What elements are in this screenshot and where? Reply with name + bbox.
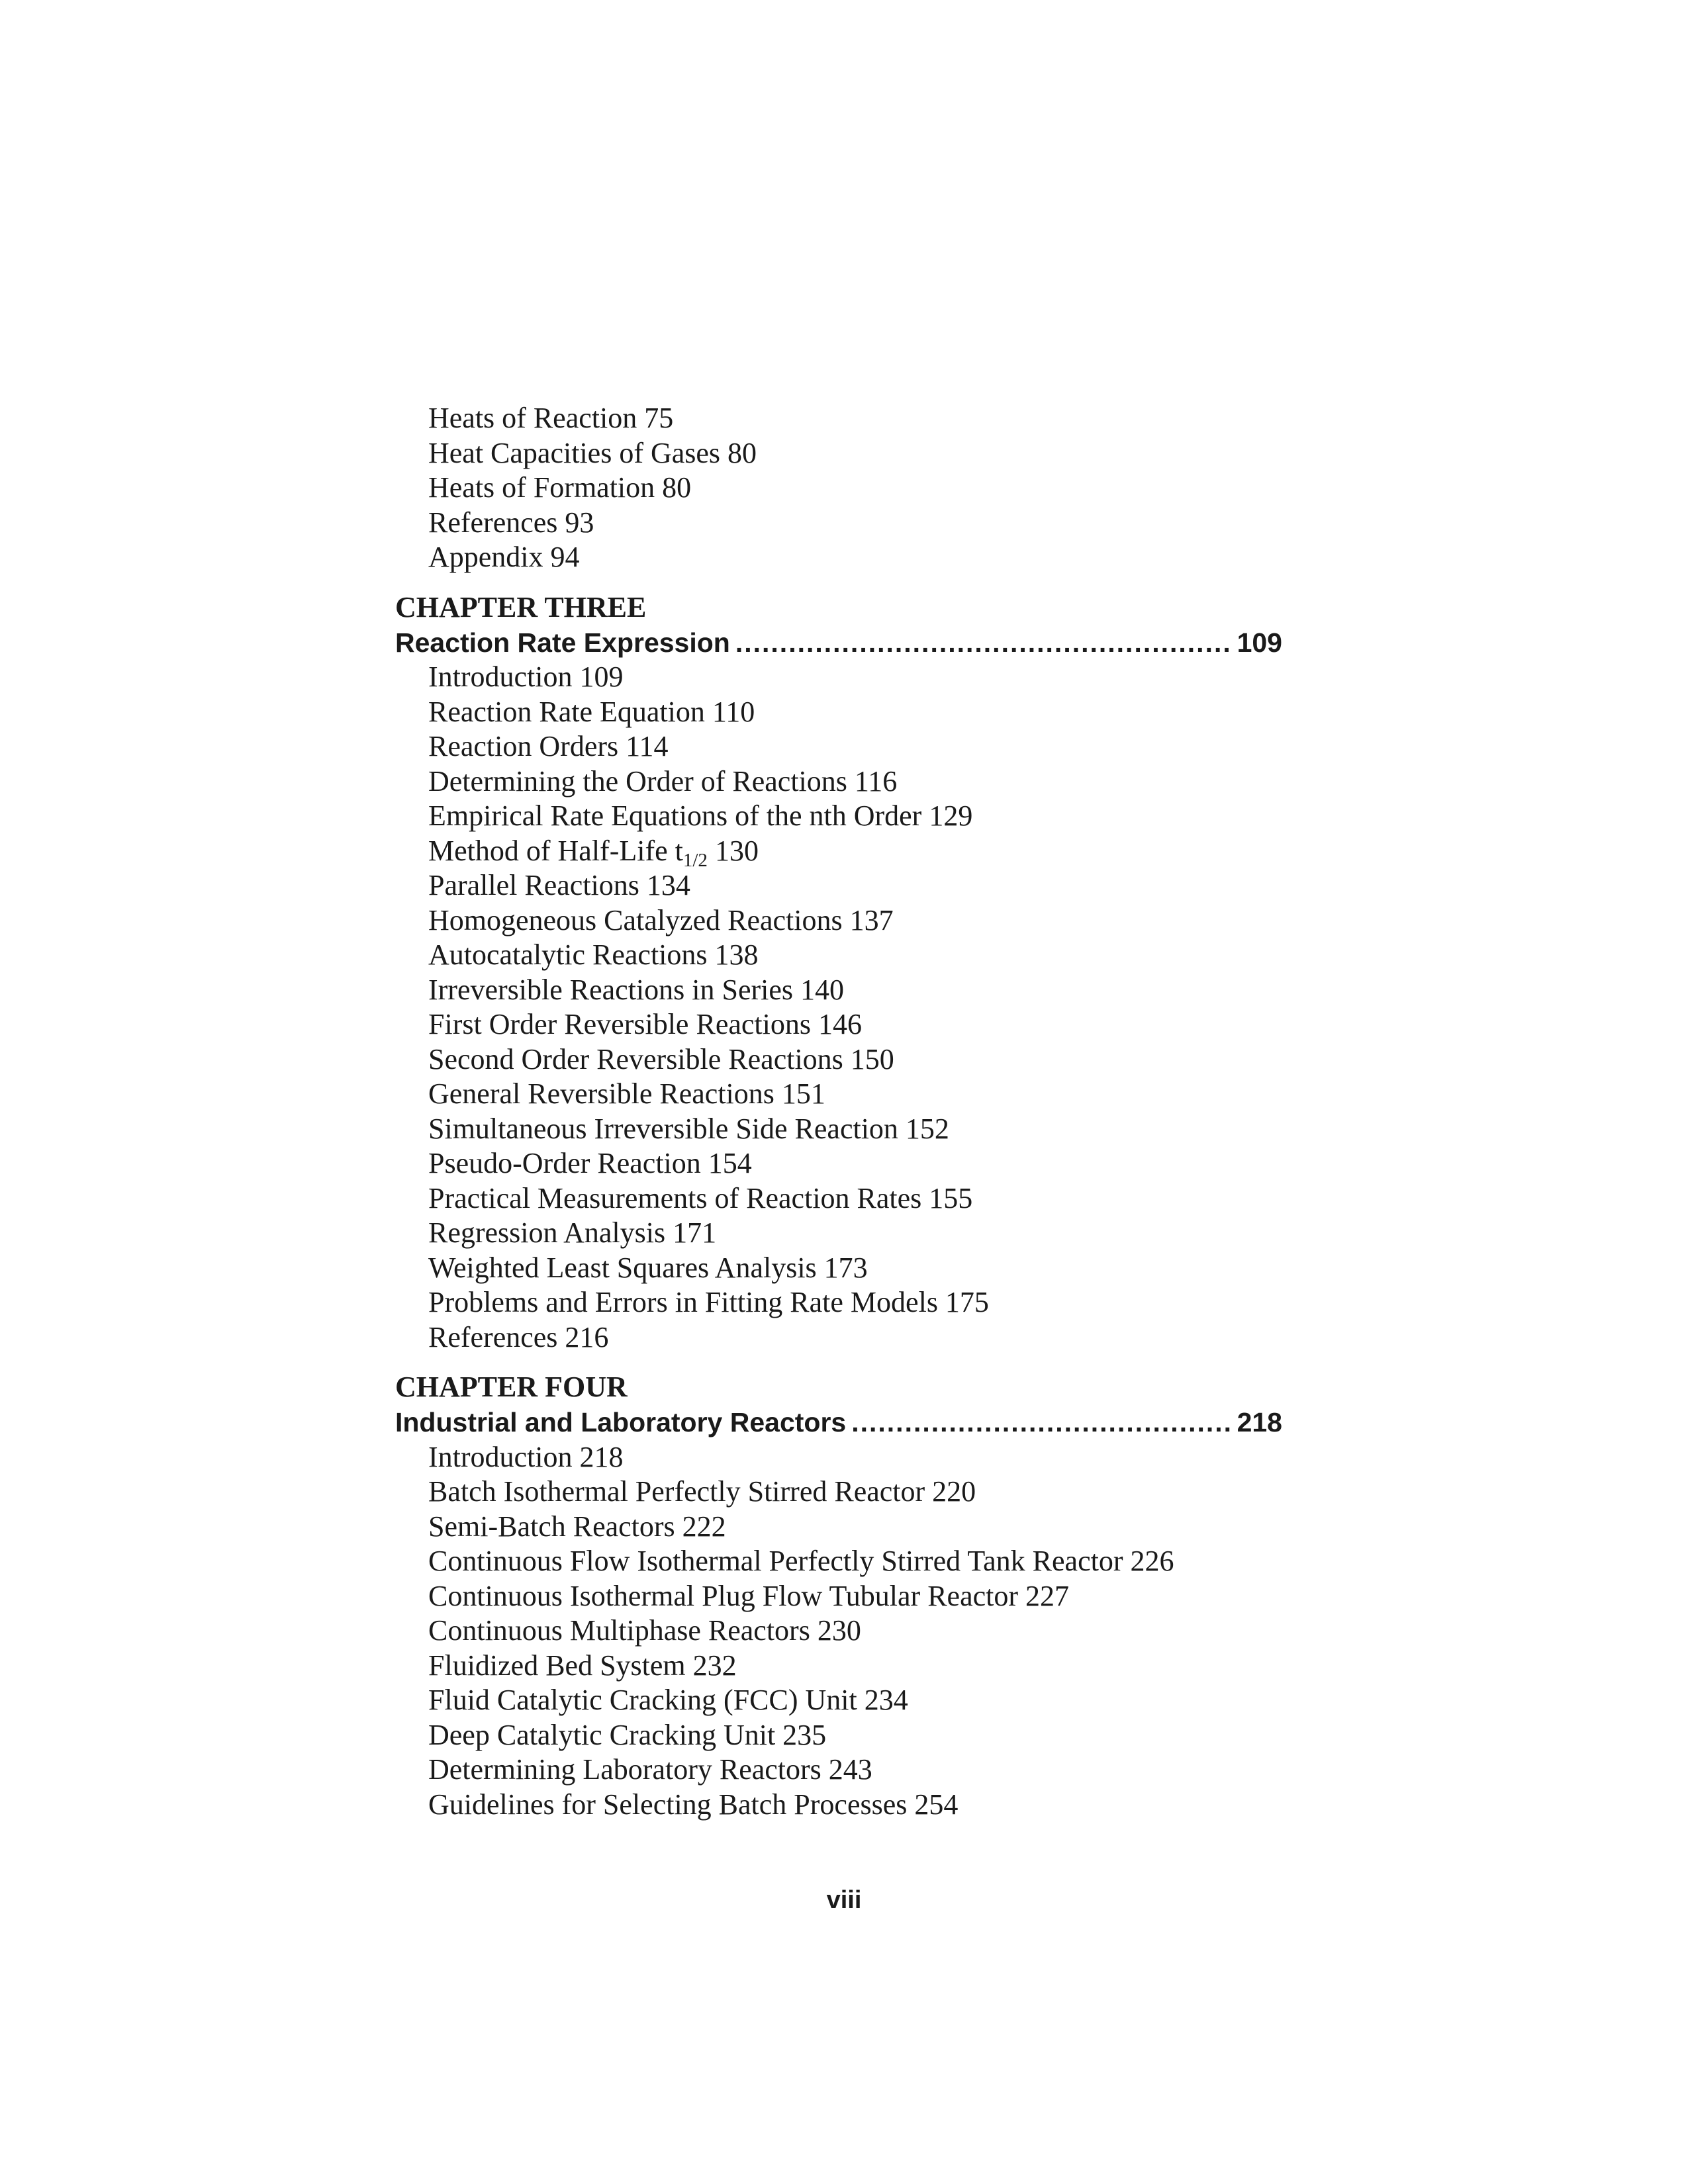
toc-entry: Weighted Least Squares Analysis 173	[428, 1251, 868, 1284]
toc-entry: Continuous Multiphase Reactors 230	[428, 1614, 861, 1647]
toc-entry: Introduction 109	[428, 660, 624, 693]
toc-entry: Empirical Rate Equations of the nth Order 129	[428, 799, 973, 832]
chapter-page-number: 218	[1237, 1407, 1282, 1437]
chapter-page-number: 109	[1237, 627, 1282, 658]
toc-entry: Heat Capacities of Gases 80	[428, 436, 757, 469]
toc-entry: Heats of Formation 80	[428, 471, 692, 504]
toc-entry: Homogeneous Catalyzed Reactions 137	[428, 903, 894, 936]
toc-entry: Determining the Order of Reactions 116	[428, 764, 898, 797]
toc-entry: Parallel Reactions 134	[428, 869, 690, 901]
toc-entry: References 93	[428, 506, 594, 539]
toc-entry: Autocatalytic Reactions 138	[428, 938, 759, 971]
half-life-prefix: Method of Half-Life t	[428, 834, 683, 867]
toc-entry: Reaction Rate Equation 110	[428, 695, 755, 728]
toc-entry: Continuous Isothermal Plug Flow Tubular Reactor 227	[428, 1579, 1069, 1612]
toc-entry: Simultaneous Irreversible Side Reaction 152	[428, 1112, 949, 1145]
chapter-label: CHAPTER THREE	[395, 590, 647, 623]
chapter-title: Reaction Rate Expression	[395, 627, 730, 658]
toc-entry: Practical Measurements of Reaction Rates 155	[428, 1181, 973, 1214]
table-of-contents	[395, 401, 1282, 1822]
chapter-title-row	[395, 1405, 1282, 1440]
chapter-title-row	[395, 625, 1282, 660]
toc-entry: References 216	[428, 1320, 609, 1353]
toc-entry: Continuous Flow Isothermal Perfectly Stirred Tank Reactor 226	[428, 1545, 1174, 1577]
chapter-three-section	[395, 590, 1282, 1355]
toc-entry: Second Order Reversible Reactions 150	[428, 1042, 894, 1075]
toc-entry: Problems and Errors in Fitting Rate Models 175	[428, 1286, 989, 1318]
toc-entry: General Reversible Reactions 151	[428, 1077, 825, 1110]
page-folio: viii	[826, 1886, 862, 1914]
toc-entry: Introduction 218	[428, 1440, 624, 1473]
chapter-label: CHAPTER FOUR	[395, 1371, 628, 1403]
dot-leader	[735, 625, 1233, 660]
toc-entry: Heats of Reaction 75	[428, 402, 674, 434]
toc-entry: Pseudo-Order Reaction 154	[428, 1147, 752, 1179]
dot-leader	[851, 1405, 1233, 1440]
toc-entry: Batch Isothermal Perfectly Stirred Reactor 220	[428, 1475, 976, 1508]
toc-entry: Determining Laboratory Reactors 243	[428, 1753, 872, 1786]
toc-entry: Guidelines for Selecting Batch Processes 254	[428, 1788, 959, 1821]
toc-entry: Fluidized Bed System 232	[428, 1649, 737, 1682]
toc-entry: Deep Catalytic Cracking Unit 235	[428, 1718, 827, 1751]
toc-entry: Fluid Catalytic Cracking (FCC) Unit 234	[428, 1684, 908, 1716]
toc-entry: Reaction Orders 114	[428, 730, 669, 762]
toc-entry: Appendix 94	[428, 541, 580, 573]
lead-entries	[395, 401, 1282, 575]
half-life-page: 130	[707, 834, 759, 867]
toc-entry-half-life	[395, 834, 1282, 869]
toc-entry: First Order Reversible Reactions 146	[428, 1008, 862, 1040]
toc-entry: Regression Analysis 171	[428, 1216, 717, 1249]
toc-entry: Semi-Batch Reactors 222	[428, 1510, 726, 1543]
toc-entry: Irreversible Reactions in Series 140	[428, 973, 845, 1006]
half-life-subscript: 1/2	[682, 849, 708, 871]
chapter-title: Industrial and Laboratory Reactors	[395, 1407, 847, 1437]
chapter-four-section	[395, 1369, 1282, 1822]
